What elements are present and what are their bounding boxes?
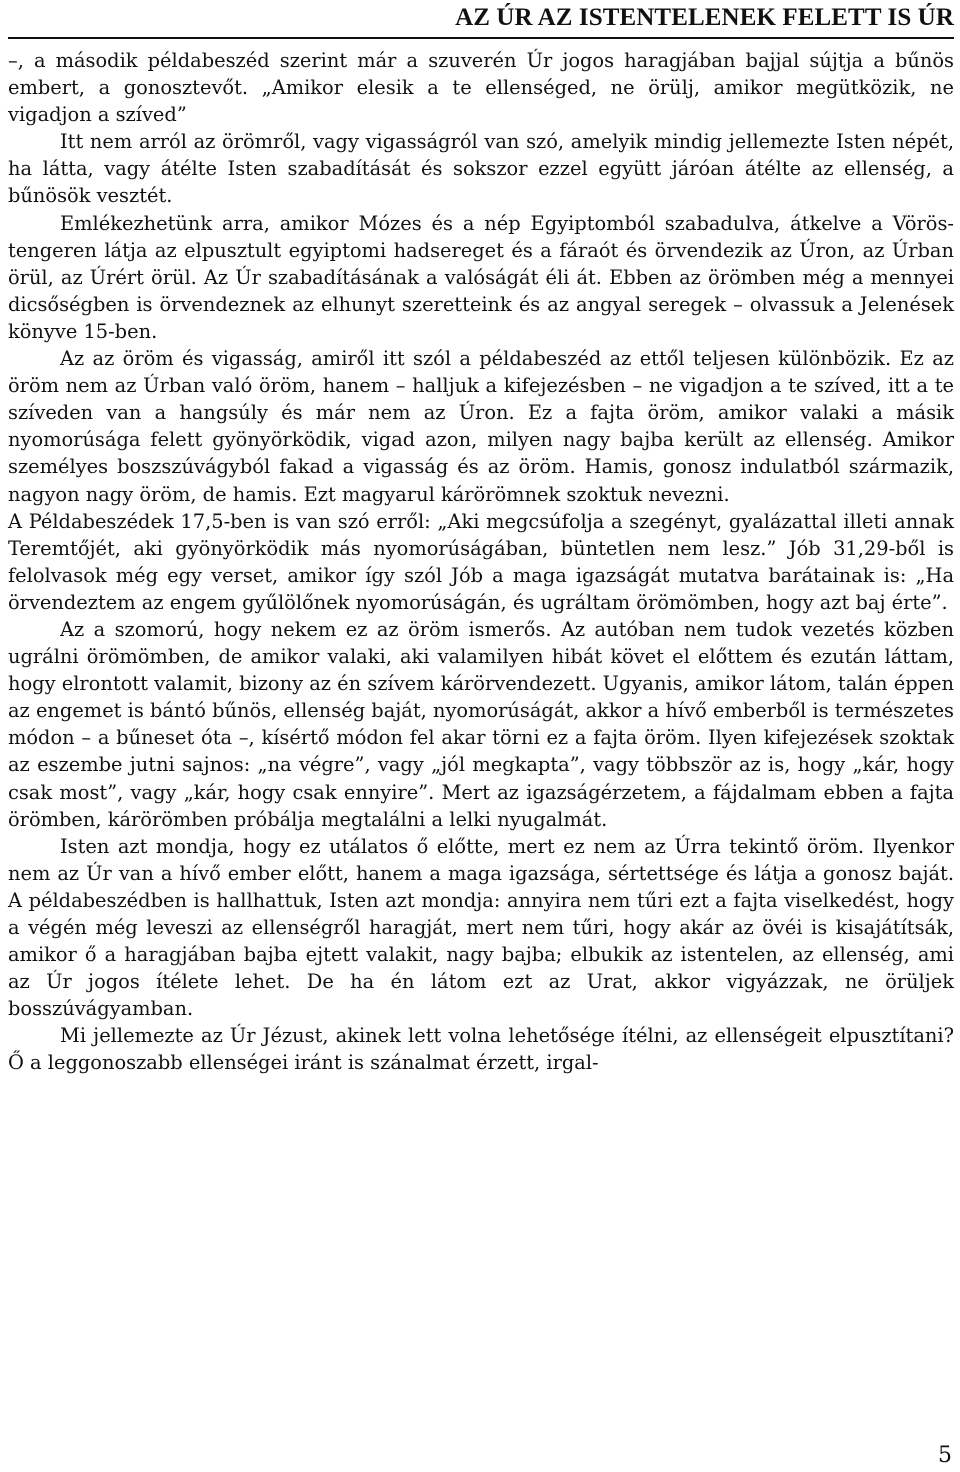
paragraph: A Példabeszédek 17,5-ben is van szó erről: „Aki megcsúfolja a szegényt, gyalázattal illeti annak Teremtőjét, aki gyönyörködik más nyomorúságában, büntetlen nem lesz.” Jób 31,29-ből is felolvasok még egy verset, amikor így szól Jób a maga igazságát mutatva barátainak is: „Ha örvendeztem az engem gyűlölőnek nyomorúságán, és ugráltam örömömben, hogy azt baj érte”.: [8, 509, 954, 614]
document-page: [8, 0, 954, 1472]
page-number: 5: [938, 1443, 952, 1468]
paragraph: Isten azt mondja, hogy ez utálatos ő előtte, mert ez nem az Úrra tekintő öröm. Ilyenkor nem az Úr van a hívő ember előtt, hanem a maga igazsága, sértettsége és látja a gonosz baját. A példabeszédben is hallhattuk, Isten azt mondja: annyira nem tűri ezt a fajta viselkedést, hogy a végén még leveszi az ellenségről haragját, mert nem tűri, hogy akár az övéi is kisajátítsák, amikor ő a haragjában bajba ejtett valakit, nagy bajba; elbukik az istentelen, az ellenség, ami az Úr jogos ítélete lehet. De ha én látom ezt az Urat, akkor vigyázzak, ne örüljek bosszúvágyamban.: [8, 834, 954, 1021]
paragraph: Az az öröm és vigasság, amiről itt szól a példabeszéd az ettől teljesen különbözik. Ez az öröm nem az Úrban való öröm, hanem – halljuk a kifejezésben – ne vigadjon a te szíved, itt a te szíveden van a hangsúly és már nem az Úron. Ez a fajta öröm, amikor valaki a másik nyomorúsága felett gyönyörködik, vigad azon, milyen nagy bajba került az ellenség. Amikor személyes boszszúvágyból fakad a vigasság és az öröm. Hamis, gonosz indulatból származik, nagyon nagy öröm, de hamis. Ezt magyarul kárörömnek szoktuk nevezni.: [8, 347, 954, 506]
paragraph: Mi jellemezte az Úr Jézust, akinek lett volna lehetősége ítélni, az ellenségeit elpusztítani? Ő a leggonoszabb ellenségei iránt is szánalmat érzett, irgal-: [8, 1024, 954, 1075]
paragraph: Emlékezhetünk arra, amikor Mózes és a nép Egyiptomból szabadulva, átkelve a Vörös-tengeren látja az elpusztult egyiptomi hadsereget és a fáraót és örvendezik az Úron, az Úrban örül, az Úrért örül. Az Úr szabadításának a valóságát éli át. Ebben az örömben még a mennyei dicsőségben is örvendeznek az elhunyt szeretteink és az angyal seregek – olvassuk a Jelenések könyve 15-ben.: [8, 211, 954, 343]
paragraph: Az a szomorú, hogy nekem ez az öröm ismerős. Az autóban nem tudok vezetés közben ugrálni örömömben, de amikor valaki, aki valamilyen hibát követ el előttem és ezután láttam, hogy elrontott valamit, bizony az én szívem kárörvendezett. Ugyanis, amikor látom, talán éppen az engemet is bántó bűnös, ellenség baját, nyomorúságát, akkor a hívő emberből is természetes módon – a bűneset óta –, kísértő módon fel akar törni ez a fajta öröm. Ilyen kifejezések szoktak az eszembe jutni sajnos: „na végre”, vagy „jól megkapta”, vagy többször az is, hogy „kár, hogy csak most”, vagy „kár, hogy csak ennyire”. Mert az igazságérzetem, a fájdalmam ebben a fajta örömben, kárörömben próbálja megtalálni a lelki nyugalmát.: [8, 617, 954, 831]
running-header: AZ ÚR AZ ISTENTELENEK FELETT IS ÚR: [455, 4, 954, 31]
paragraph: Itt nem arról az örömről, vagy vigasságról van szó, amelyik mindig jellemezte Isten népét, ha látta, vagy átélte Isten szabadítását és sokszor ezzel együtt járóan átélte az ellenség, a bűnösök vesztét.: [8, 130, 954, 208]
body-text: [8, 47, 954, 1077]
paragraph-continuation: –, a második példabeszéd szerint már a szuverén Úr jogos haragjában bajjal sújtja a bűnös embert, a gonosztevőt. „Amikor elesik a te ellenséged, ne örülj, amikor megütközik, ne vigadjon a szíved”: [8, 49, 954, 127]
header-rule: [8, 37, 954, 39]
